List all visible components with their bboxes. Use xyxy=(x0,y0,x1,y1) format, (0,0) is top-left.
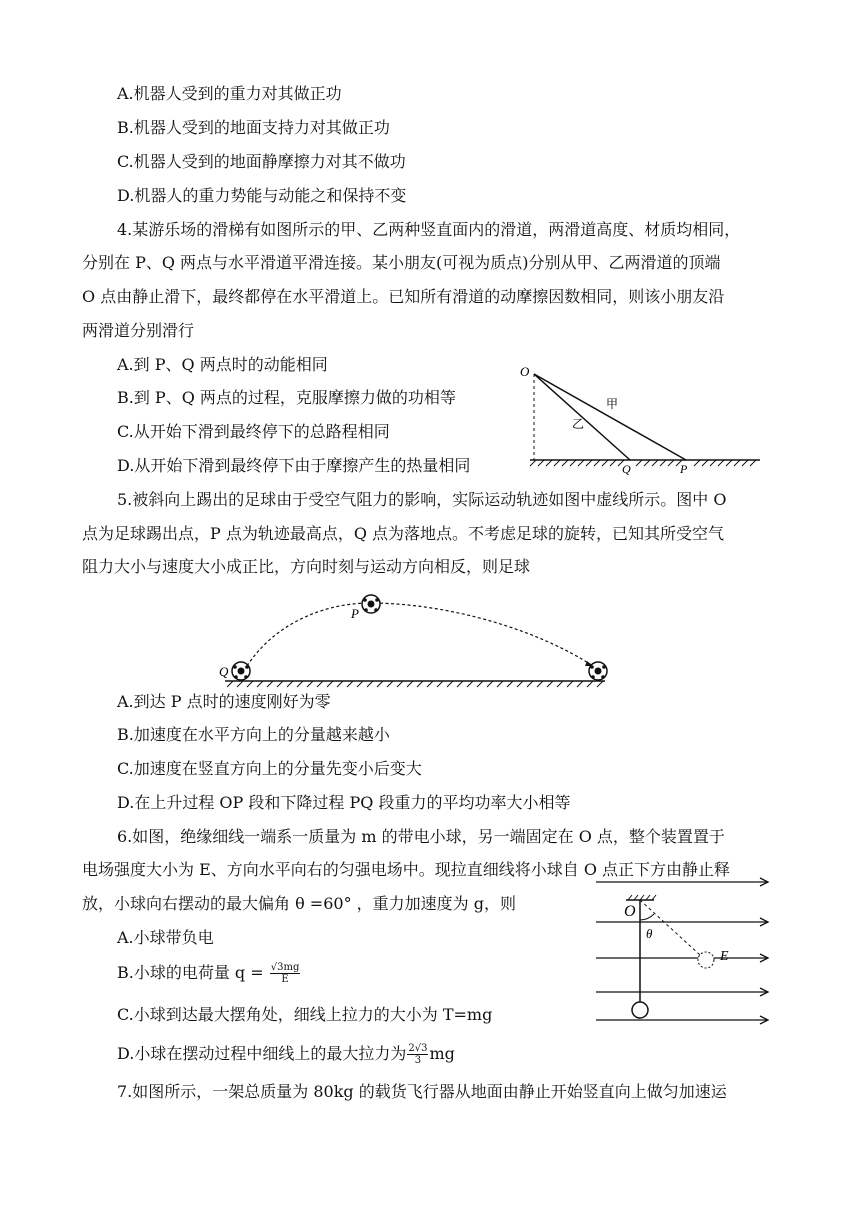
q6-field-lines xyxy=(596,878,768,1024)
q4-option-a: A.到 P、Q 两点时的动能相同 xyxy=(117,355,328,374)
q4-slide-figure xyxy=(510,360,770,475)
q4-ground-hatch xyxy=(530,460,756,466)
q6-option-b-fraction xyxy=(270,962,301,985)
q4-label-yi: 乙 xyxy=(572,417,585,431)
q5-stem-line-3: 阻力大小与速度大小成正比，方向时刻与运动方向相反，则足球 xyxy=(82,557,531,576)
q5-stem-line-1: 5.被斜向上踢出的足球由于受空气阻力的影响，实际运动轨迹如图中虚线所示。图中 O xyxy=(117,490,727,509)
q7-stem-line-1: 7.如图所示，一架总质量为 80kg 的载货飞行器从地面由静止开始竖直向上做匀加速运 xyxy=(117,1082,727,1101)
q6-option-b-denominator: E xyxy=(281,974,289,985)
q6-option-d-denominator: 3 xyxy=(414,1055,422,1066)
q6-option-d-suffix: mg xyxy=(429,1044,455,1063)
q5-option-a: A.到达 P 点时的速度刚好为零 xyxy=(117,692,331,711)
q6-label-e: E xyxy=(720,949,729,964)
q6-option-d xyxy=(117,1043,455,1066)
q6-option-d-numerator: 2√3 xyxy=(408,1043,428,1054)
q4-stem-line-3: O 点由静止滑下，最终都停在水平滑道上。已知所有滑道的动摩擦因数相同，则该小朋友沿 xyxy=(82,287,725,306)
q5-label-q: Q xyxy=(219,664,229,679)
q5-option-d: D.在上升过程 OP 段和下降过程 PQ 段重力的平均功率大小相等 xyxy=(117,793,571,812)
q5-ball-top xyxy=(362,595,380,613)
q5-trajectory-figure xyxy=(215,588,615,688)
q4-stem-line-4: 两滑道分别滑行 xyxy=(82,321,195,340)
q5-stem-line-2: 点为足球踢出点，P 点为轨迹最高点，Q 点为落地点。不考虑足球的旋转，已知其所受空气 xyxy=(82,524,725,543)
q3-option-a: A.机器人受到的重力对其做正功 xyxy=(117,84,342,103)
q3-option-b: B.机器人受到的地面支持力对其做正功 xyxy=(117,118,390,137)
q5-ball-landing xyxy=(589,662,607,680)
q6-angle-arc xyxy=(640,914,654,920)
q3-option-d: D.机器人的重力势能与动能之和保持不变 xyxy=(117,186,407,205)
q6-stem-line-3: 放，小球向右摆动的最大偏角 θ =60° ，重力加速度为 g，则 xyxy=(82,894,516,913)
q6-option-a: A.小球带负电 xyxy=(117,928,214,947)
q3-option-c: C.机器人受到的地面静摩擦力对其不做功 xyxy=(117,152,406,171)
q4-label-o: O xyxy=(520,364,530,379)
q4-option-d: D.从开始下滑到最终停下由于摩擦产生的热量相同 xyxy=(117,456,471,475)
q4-option-c: C.从开始下滑到最终停下的总路程相同 xyxy=(117,422,390,441)
q6-option-b xyxy=(117,962,301,985)
q6-option-c: C.小球到达最大摆角处，细线上拉力的大小为 T=mg xyxy=(117,1005,493,1024)
q6-stem-line-2: 电场强度大小为 E、方向水平向右的匀强电场中。现拉直细线将小球自 O 点正下方由静止释 xyxy=(82,860,731,879)
q4-stem-line-2: 分别在 P、Q 两点与水平滑道平滑连接。某小朋友(可视为质点)分别从甲、乙两滑道的顶端 xyxy=(82,253,721,272)
q5-option-c: C.加速度在竖直方向上的分量先变小后变大 xyxy=(117,759,422,778)
q6-option-d-fraction xyxy=(407,1043,428,1066)
q6-ball-rest xyxy=(632,1002,648,1018)
q4-label-p: P xyxy=(680,462,688,475)
q6-label-theta: θ xyxy=(646,926,653,941)
q4-stem-line-1: 4.某游乐场的滑梯有如图所示的甲、乙两种竖直面内的滑道，两滑道高度、材质均相同， xyxy=(117,220,741,239)
q5-option-b: B.加速度在水平方向上的分量越来越小 xyxy=(117,725,390,744)
q6-pendulum-figure xyxy=(590,870,780,1030)
q6-option-b-prefix: B.小球的电荷量 q = xyxy=(117,963,264,982)
q4-slide-jia xyxy=(534,374,686,460)
q5-ground-hatch xyxy=(227,681,603,687)
q4-label-jia: 甲 xyxy=(606,397,619,411)
q6-option-b-numerator: √3mg xyxy=(270,962,300,973)
q5-ball-start xyxy=(232,662,250,680)
q4-label-q: Q xyxy=(622,462,631,475)
q6-label-o: O xyxy=(624,903,636,920)
q5-label-p: P xyxy=(351,606,359,621)
q5-trajectory-curve xyxy=(247,603,593,666)
q6-stem-line-1: 6.如图，绝缘细线一端系一质量为 m 的带电小球，另一端固定在 O 点，整个装置置于 xyxy=(117,827,725,846)
q6-ball-deflected xyxy=(698,952,714,968)
q4-option-b: B.到 P、Q 两点的过程，克服摩擦力做的功相等 xyxy=(117,388,456,407)
q6-option-d-prefix: D.小球在摆动过程中细线上的最大拉力为 xyxy=(117,1044,407,1063)
